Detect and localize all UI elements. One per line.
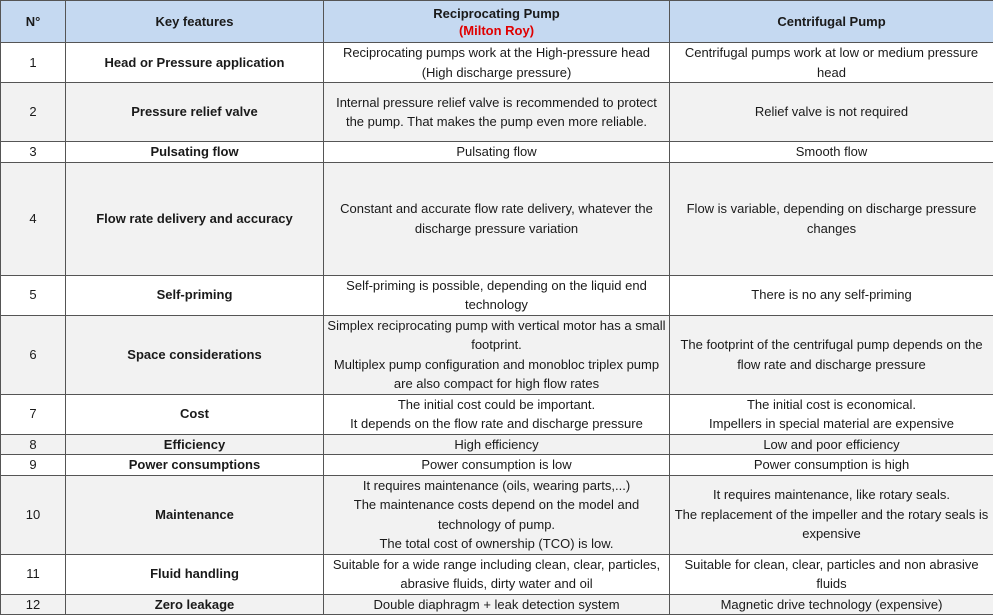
key-feature-cell: Zero leakage <box>66 594 324 615</box>
cell-text: The initial cost is economical. <box>672 395 991 415</box>
centrifugal-cell <box>670 475 993 554</box>
centrifugal-cell <box>670 554 993 594</box>
table-row <box>1 455 993 476</box>
header-number: N° <box>1 1 66 43</box>
cell-text: Internal pressure relief valve is recommended to protect the pump. That makes the pump even more reliable. <box>326 93 667 132</box>
key-feature-cell: Maintenance <box>66 475 324 554</box>
table-row <box>1 554 993 594</box>
cell-text: Double diaphragm + leak detection system <box>326 595 667 615</box>
centrifugal-cell <box>670 315 993 394</box>
cell-text: The initial cost could be important. <box>326 395 667 415</box>
table-row <box>1 83 993 142</box>
cell-text: Self-priming is possible, depending on the liquid end technology <box>326 276 667 315</box>
cell-text: High efficiency <box>326 435 667 455</box>
cell-text: Centrifugal pumps work at low or medium pressure head <box>672 43 991 82</box>
key-feature-cell: Head or Pressure application <box>66 43 324 83</box>
reciprocating-cell <box>324 434 670 455</box>
key-feature-cell: Power consumptions <box>66 455 324 476</box>
centrifugal-cell <box>670 594 993 615</box>
row-number: 3 <box>1 142 66 163</box>
cell-text: The maintenance costs depend on the model and technology of pump. <box>326 495 667 534</box>
cell-text: It depends on the flow rate and discharge pressure <box>326 414 667 434</box>
reciprocating-cell <box>324 315 670 394</box>
cell-text: Low and poor efficiency <box>672 435 991 455</box>
row-number: 4 <box>1 162 66 275</box>
reciprocating-cell <box>324 275 670 315</box>
cell-text: Simplex reciprocating pump with vertical motor has a small footprint. <box>326 316 667 355</box>
row-number: 9 <box>1 455 66 476</box>
cell-text: Suitable for a wide range including clean, clear, particles, abrasive fluids, dirty water and oil <box>326 555 667 594</box>
row-number: 6 <box>1 315 66 394</box>
row-number: 2 <box>1 83 66 142</box>
row-number: 1 <box>1 43 66 83</box>
row-number: 5 <box>1 275 66 315</box>
cell-text: Magnetic drive technology (expensive) <box>672 595 991 615</box>
reciprocating-cell <box>324 455 670 476</box>
centrifugal-cell <box>670 275 993 315</box>
header-key-features: Key features <box>66 1 324 43</box>
header-reciprocating-pump <box>324 1 670 43</box>
cell-text: Flow is variable, depending on discharge pressure changes <box>672 199 991 238</box>
table-row <box>1 594 993 615</box>
cell-text: Power consumption is high <box>672 455 991 475</box>
cell-text: The replacement of the impeller and the rotary seals is expensive <box>672 505 991 544</box>
cell-text: Suitable for clean, clear, particles and non abrasive fluids <box>672 555 991 594</box>
centrifugal-cell <box>670 394 993 434</box>
centrifugal-cell <box>670 43 993 83</box>
centrifugal-cell <box>670 434 993 455</box>
cell-text: There is no any self-priming <box>672 285 991 305</box>
table-row <box>1 142 993 163</box>
reciprocating-cell <box>324 162 670 275</box>
cell-text: The total cost of ownership (TCO) is low. <box>326 534 667 554</box>
header-row <box>1 1 993 43</box>
row-number: 10 <box>1 475 66 554</box>
cell-text: Pulsating flow <box>326 142 667 162</box>
cell-text: Reciprocating pumps work at the High-pressure head (High discharge pressure) <box>326 43 667 82</box>
centrifugal-cell <box>670 83 993 142</box>
row-number: 7 <box>1 394 66 434</box>
header-reciprocating-title: Reciprocating Pump <box>324 5 669 22</box>
cell-text: Impellers in special material are expensive <box>672 414 991 434</box>
cell-text: It requires maintenance, like rotary seals. <box>672 485 991 505</box>
table-row <box>1 475 993 554</box>
header-centrifugal-pump: Centrifugal Pump <box>670 1 993 43</box>
table-row <box>1 434 993 455</box>
row-number: 8 <box>1 434 66 455</box>
header-reciprocating-brand: (Milton Roy) <box>324 22 669 39</box>
key-feature-cell: Space considerations <box>66 315 324 394</box>
centrifugal-cell <box>670 142 993 163</box>
key-feature-cell: Fluid handling <box>66 554 324 594</box>
cell-text: Multiplex pump configuration and monobloc triplex pump are also compact for high flow rates <box>326 355 667 394</box>
key-feature-cell: Cost <box>66 394 324 434</box>
row-number: 12 <box>1 594 66 615</box>
reciprocating-cell <box>324 475 670 554</box>
key-feature-cell: Efficiency <box>66 434 324 455</box>
cell-text: Constant and accurate flow rate delivery, whatever the discharge pressure variation <box>326 199 667 238</box>
reciprocating-cell <box>324 554 670 594</box>
row-number: 11 <box>1 554 66 594</box>
cell-text: The footprint of the centrifugal pump depends on the flow rate and discharge pressure <box>672 335 991 374</box>
key-feature-cell: Pulsating flow <box>66 142 324 163</box>
table-row <box>1 394 993 434</box>
table-row <box>1 315 993 394</box>
cell-text: Power consumption is low <box>326 455 667 475</box>
key-feature-cell: Self-priming <box>66 275 324 315</box>
centrifugal-cell <box>670 162 993 275</box>
reciprocating-cell <box>324 83 670 142</box>
table-row <box>1 275 993 315</box>
table-row <box>1 162 993 275</box>
key-feature-cell: Flow rate delivery and accuracy <box>66 162 324 275</box>
reciprocating-cell <box>324 142 670 163</box>
reciprocating-cell <box>324 43 670 83</box>
cell-text: Relief valve is not required <box>672 102 991 122</box>
cell-text: Smooth flow <box>672 142 991 162</box>
reciprocating-cell <box>324 394 670 434</box>
reciprocating-cell <box>324 594 670 615</box>
table-row <box>1 43 993 83</box>
key-feature-cell: Pressure relief valve <box>66 83 324 142</box>
cell-text: It requires maintenance (oils, wearing parts,...) <box>326 476 667 496</box>
centrifugal-cell <box>670 455 993 476</box>
table-body <box>1 43 993 615</box>
